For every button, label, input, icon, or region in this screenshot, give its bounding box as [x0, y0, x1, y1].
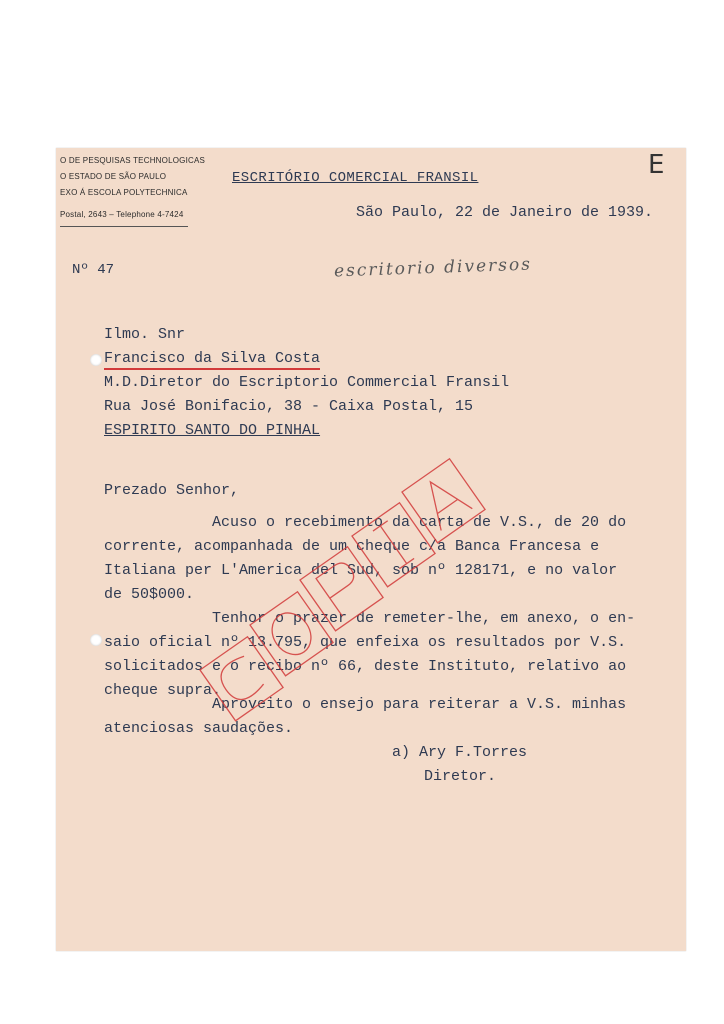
- letterhead-line-2: O ESTADO DE SÃO PAULO: [60, 172, 167, 181]
- punch-hole-bottom: [90, 634, 102, 646]
- recipient-street: Rua José Bonifacio, 38 - Caixa Postal, 15: [104, 398, 474, 415]
- body-line-2: corrente, acompanhada de um cheque c/a Banca Francesa e: [104, 538, 600, 555]
- stamp-box-c: [200, 637, 283, 721]
- punch-hole-top: [90, 354, 102, 366]
- salutation: Prezado Senhor,: [104, 482, 240, 499]
- letterhead-contact: Postal, 2643 – Telephone 4-7424: [60, 210, 184, 219]
- body-line-1: Acuso o recebimento da carta de V.S., de 20 do: [212, 514, 627, 531]
- letterhead-divider: [60, 226, 188, 227]
- address-salutation: Ilmo. Snr: [104, 326, 186, 343]
- body-line-5: Tenhor o prazer de remeter-lhe, em anexo, o en-: [212, 610, 636, 627]
- body-line-4: de 50$000.: [104, 586, 195, 603]
- stamp-box-o: [250, 592, 333, 676]
- stamp-box-p: [300, 547, 383, 631]
- signature-title: Diretor.: [424, 768, 497, 785]
- stamp-box-a: [402, 459, 485, 543]
- stamp-letter-o: [264, 605, 319, 662]
- stamp-letter-i: [373, 521, 414, 569]
- body-line-9: Aproveito o ensejo para reiterar a V.S. minhas: [212, 696, 627, 713]
- stamp-letter-c: [215, 654, 265, 706]
- recipient-title: M.D.Diretor do Escriptorio Commercial Fransil: [104, 374, 510, 391]
- handwritten-note: escritorio diversos: [333, 254, 533, 282]
- letter-date: São Paulo, 22 de Janeiro de 1939.: [356, 204, 654, 221]
- company-title: ESCRITÓRIO COMERCIAL FRANSIL: [232, 170, 479, 186]
- body-line-7: solicitados e o recibo nº 66, deste Instituto, relativo ao: [104, 658, 627, 675]
- body-line-3: Italiana per L'America del Sud, sob nº 128171, e no valor: [104, 562, 618, 579]
- recipient-city: ESPIRITO SANTO DO PINHAL: [104, 422, 321, 439]
- body-line-10: atenciosas saudações.: [104, 720, 294, 737]
- letterhead-line-1: O DE PESQUISAS TECHNOLOGICAS: [60, 156, 206, 165]
- corner-mark: E: [648, 150, 665, 180]
- signature-name: a) Ary F.Torres: [392, 744, 528, 761]
- body-line-6: saio oficial nº 13.795, que enfeixa os resultados por V.S.: [104, 634, 627, 651]
- recipient-name: Francisco da Silva Costa: [104, 350, 320, 370]
- body-line-8: cheque supra.: [104, 682, 222, 699]
- letter-number: Nº 47: [72, 262, 115, 278]
- letterhead-line-3: EXO Á ESCOLA POLYTECHNICA: [60, 188, 188, 197]
- copia-stamp: [180, 470, 500, 750]
